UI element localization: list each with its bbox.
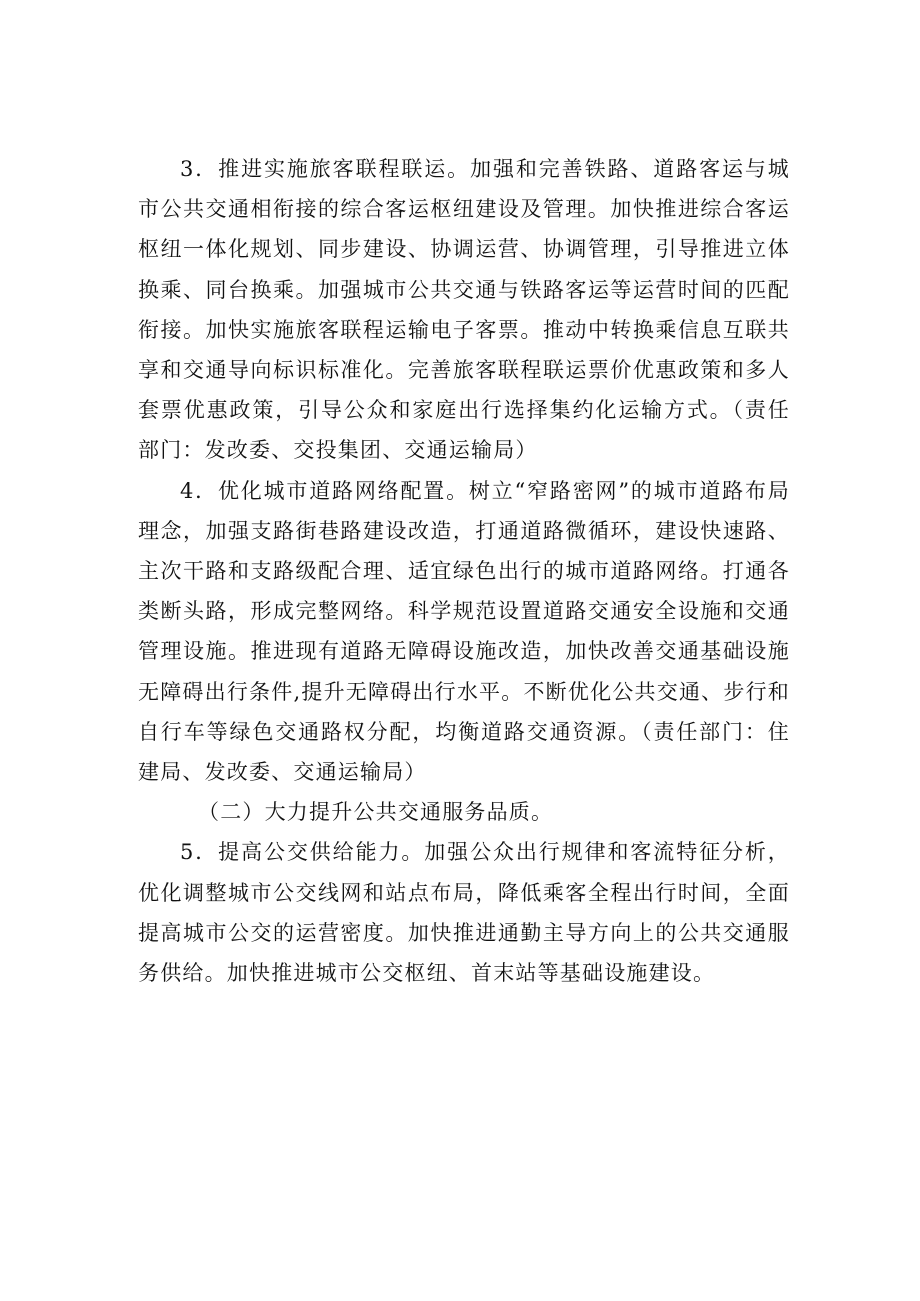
paragraph-item-3: 3．推进实施旅客联程联运。加强和完善铁路、道路客运与城市公共交通相衔接的综合客运枢纽建设及管理。加快推进综合客运枢纽一体化规划、同步建设、协调运营、协调管理，引导推进立体换乘、同台换乘。加强城市公共交通与铁路客运等运营时间的匹配衔接。加快实施旅客联程运输电子客票。推动中转换乘信息互联共享和交通导向标识标准化。完善旅客联程联运票价优惠政策和多人套票优惠政策，引导公众和家庭出行选择集约化运输方式。（责任部门：发改委、交投集团、交通运输局） xyxy=(138,157,790,463)
paragraph-item-4: 4．优化城市道路网络配置。树立“窄路密网”的城市道路布局理念，加强支路街巷路建设改造，打通道路微循环，建设快速路、主次干路和支路级配合理、适宜绿色出行的城市道路网络。打通各类断头路，形成完整网络。科学规范设置道路交通安全设施和交通管理设施。推进现有道路无障碍设施改造，加快改善交通基础设施无障碍出行条件,提升无障碍出行水平。不断优化公共交通、步行和自行车等绿色交通路权分配，均衡道路交通资源。（责任部门：住建局、发改委、交通运输局） xyxy=(138,478,790,785)
section-heading: （二）大力提升公共交通服务品质。 xyxy=(198,800,554,825)
paragraph-item-5: 5．提高公交供给能力。加强公众出行规律和客流特征分析，优化调整城市公交线网和站点布局，降低乘客全程出行时间，全面提高城市公交的运营密度。加快推进通勤主导方向上的公共交通服务供给。加快推进城市公交枢纽、首末站等基础设施建设。 xyxy=(138,840,790,986)
document-body xyxy=(138,149,790,993)
